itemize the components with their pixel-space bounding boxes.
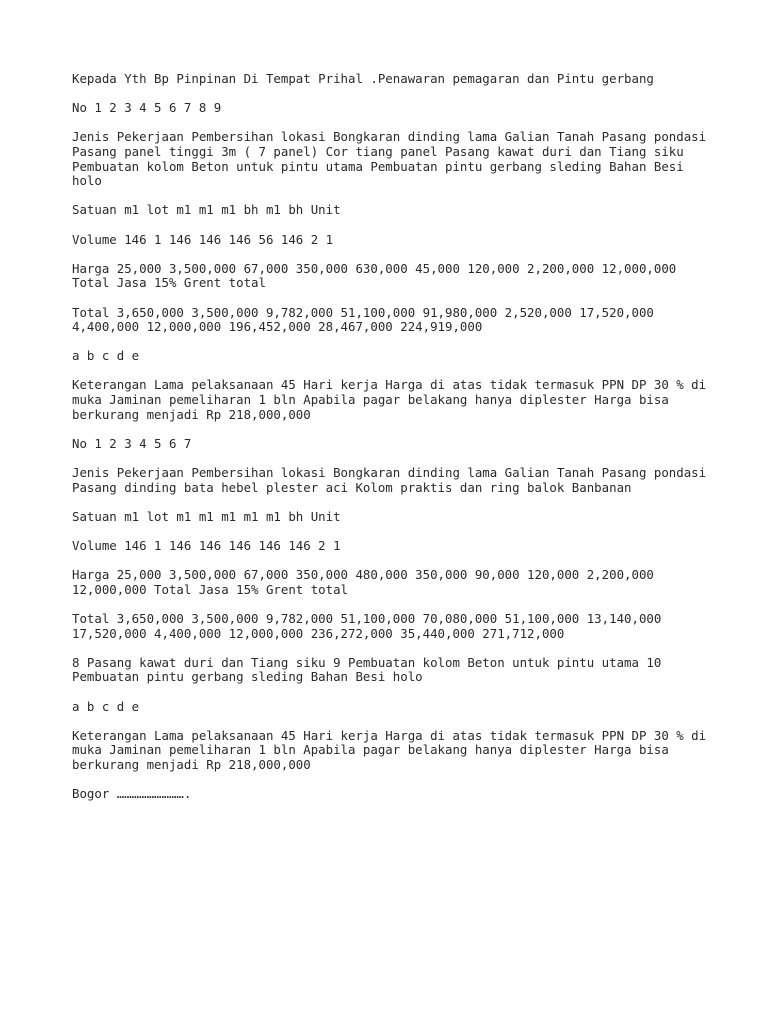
table2-satuan-row: Satuan m1 lot m1 m1 m1 m1 m1 bh Unit (72, 508, 341, 524)
document-body (72, 72, 712, 816)
table2-extra-items: 8 Pasang kawat duri dan Tiang siku 9 Pembuatan kolom Beton untuk pintu utama 10 Pembuatan pintu gerbang sleding Bahan Besi holo (72, 654, 662, 685)
table2-no-row: No 1 2 3 4 5 6 7 (72, 435, 192, 451)
table1-no-row: No 1 2 3 4 5 6 7 8 9 (72, 100, 222, 116)
table1-harga-row: Harga 25,000 3,500,000 67,000 350,000 630,000 45,000 120,000 2,200,000 12,000,000 Total Jasa 15% Grent total (72, 260, 677, 291)
table2-volume-row: Volume 146 1 146 146 146 146 146 2 1 (72, 538, 341, 553)
table1-total-row: Total 3,650,000 3,500,000 9,782,000 51,100,000 91,980,000 2,520,000 17,520,000 4,400,000 12,000,000 196,452,000 28,467,000 224,919,000 (72, 304, 654, 335)
table1-jenis-pekerjaan-row: Jenis Pekerjaan Pembersihan lokasi Bongkaran dinding lama Galian Tanah Pasang pondasi Pasang panel tinggi 3m ( 7 panel) Cor tiang panel Pasang kawat duri dan Tiang siku Pembuatan kolom Beton untuk pintu utama Pembuatan pintu gerbang sleding Bahan Besi holo (72, 129, 707, 189)
notes2-labels: a b c d e (72, 698, 140, 714)
table1-volume-row: Volume 146 1 146 146 146 56 146 2 1 (72, 231, 334, 247)
table2-jenis-pekerjaan-row: Jenis Pekerjaan Pembersihan lokasi Bongkaran dinding lama Galian Tanah Pasang pondasi Pasang dinding bata hebel plester aci Kolom praktis dan ring balok Banbanan (72, 465, 707, 495)
table2-harga-row: Harga 25,000 3,500,000 67,000 350,000 480,000 350,000 90,000 120,000 2,200,000 12,000,000 Total Jasa 15% Grent total (72, 567, 654, 597)
table1-satuan-row: Satuan m1 lot m1 m1 m1 bh m1 bh Unit (72, 202, 341, 218)
notes1-labels: a b c d e (72, 348, 140, 364)
letter-header: Kepada Yth Bp Pinpinan Di Tempat Prihal .Penawaran pemagaran dan Pintu gerbang (72, 71, 654, 86)
signature-place-date: Bogor ………………………. (72, 786, 192, 802)
notes1-keterangan: Keterangan Lama pelaksanaan 45 Hari kerja Harga di atas tidak termasuk PPN DP 30 % di muka Jaminan pemeliharan 1 bln Apabila pagar belakang hanya diplester Harga bisa berkurang menjadi Rp 218,000,000 (72, 377, 707, 422)
notes2-keterangan: Keterangan Lama pelaksanaan 45 Hari kerja Harga di atas tidak termasuk PPN DP 30 % di muka Jaminan pemeliharan 1 bln Apabila pagar belakang hanya diplester Harga bisa berkurang menjadi Rp 218,000,000 (72, 727, 707, 772)
table2-total-row: Total 3,650,000 3,500,000 9,782,000 51,100,000 70,080,000 51,100,000 13,140,000 17,520,000 4,400,000 12,000,000 236,272,000 35,440,000 271,712,000 (72, 610, 662, 641)
